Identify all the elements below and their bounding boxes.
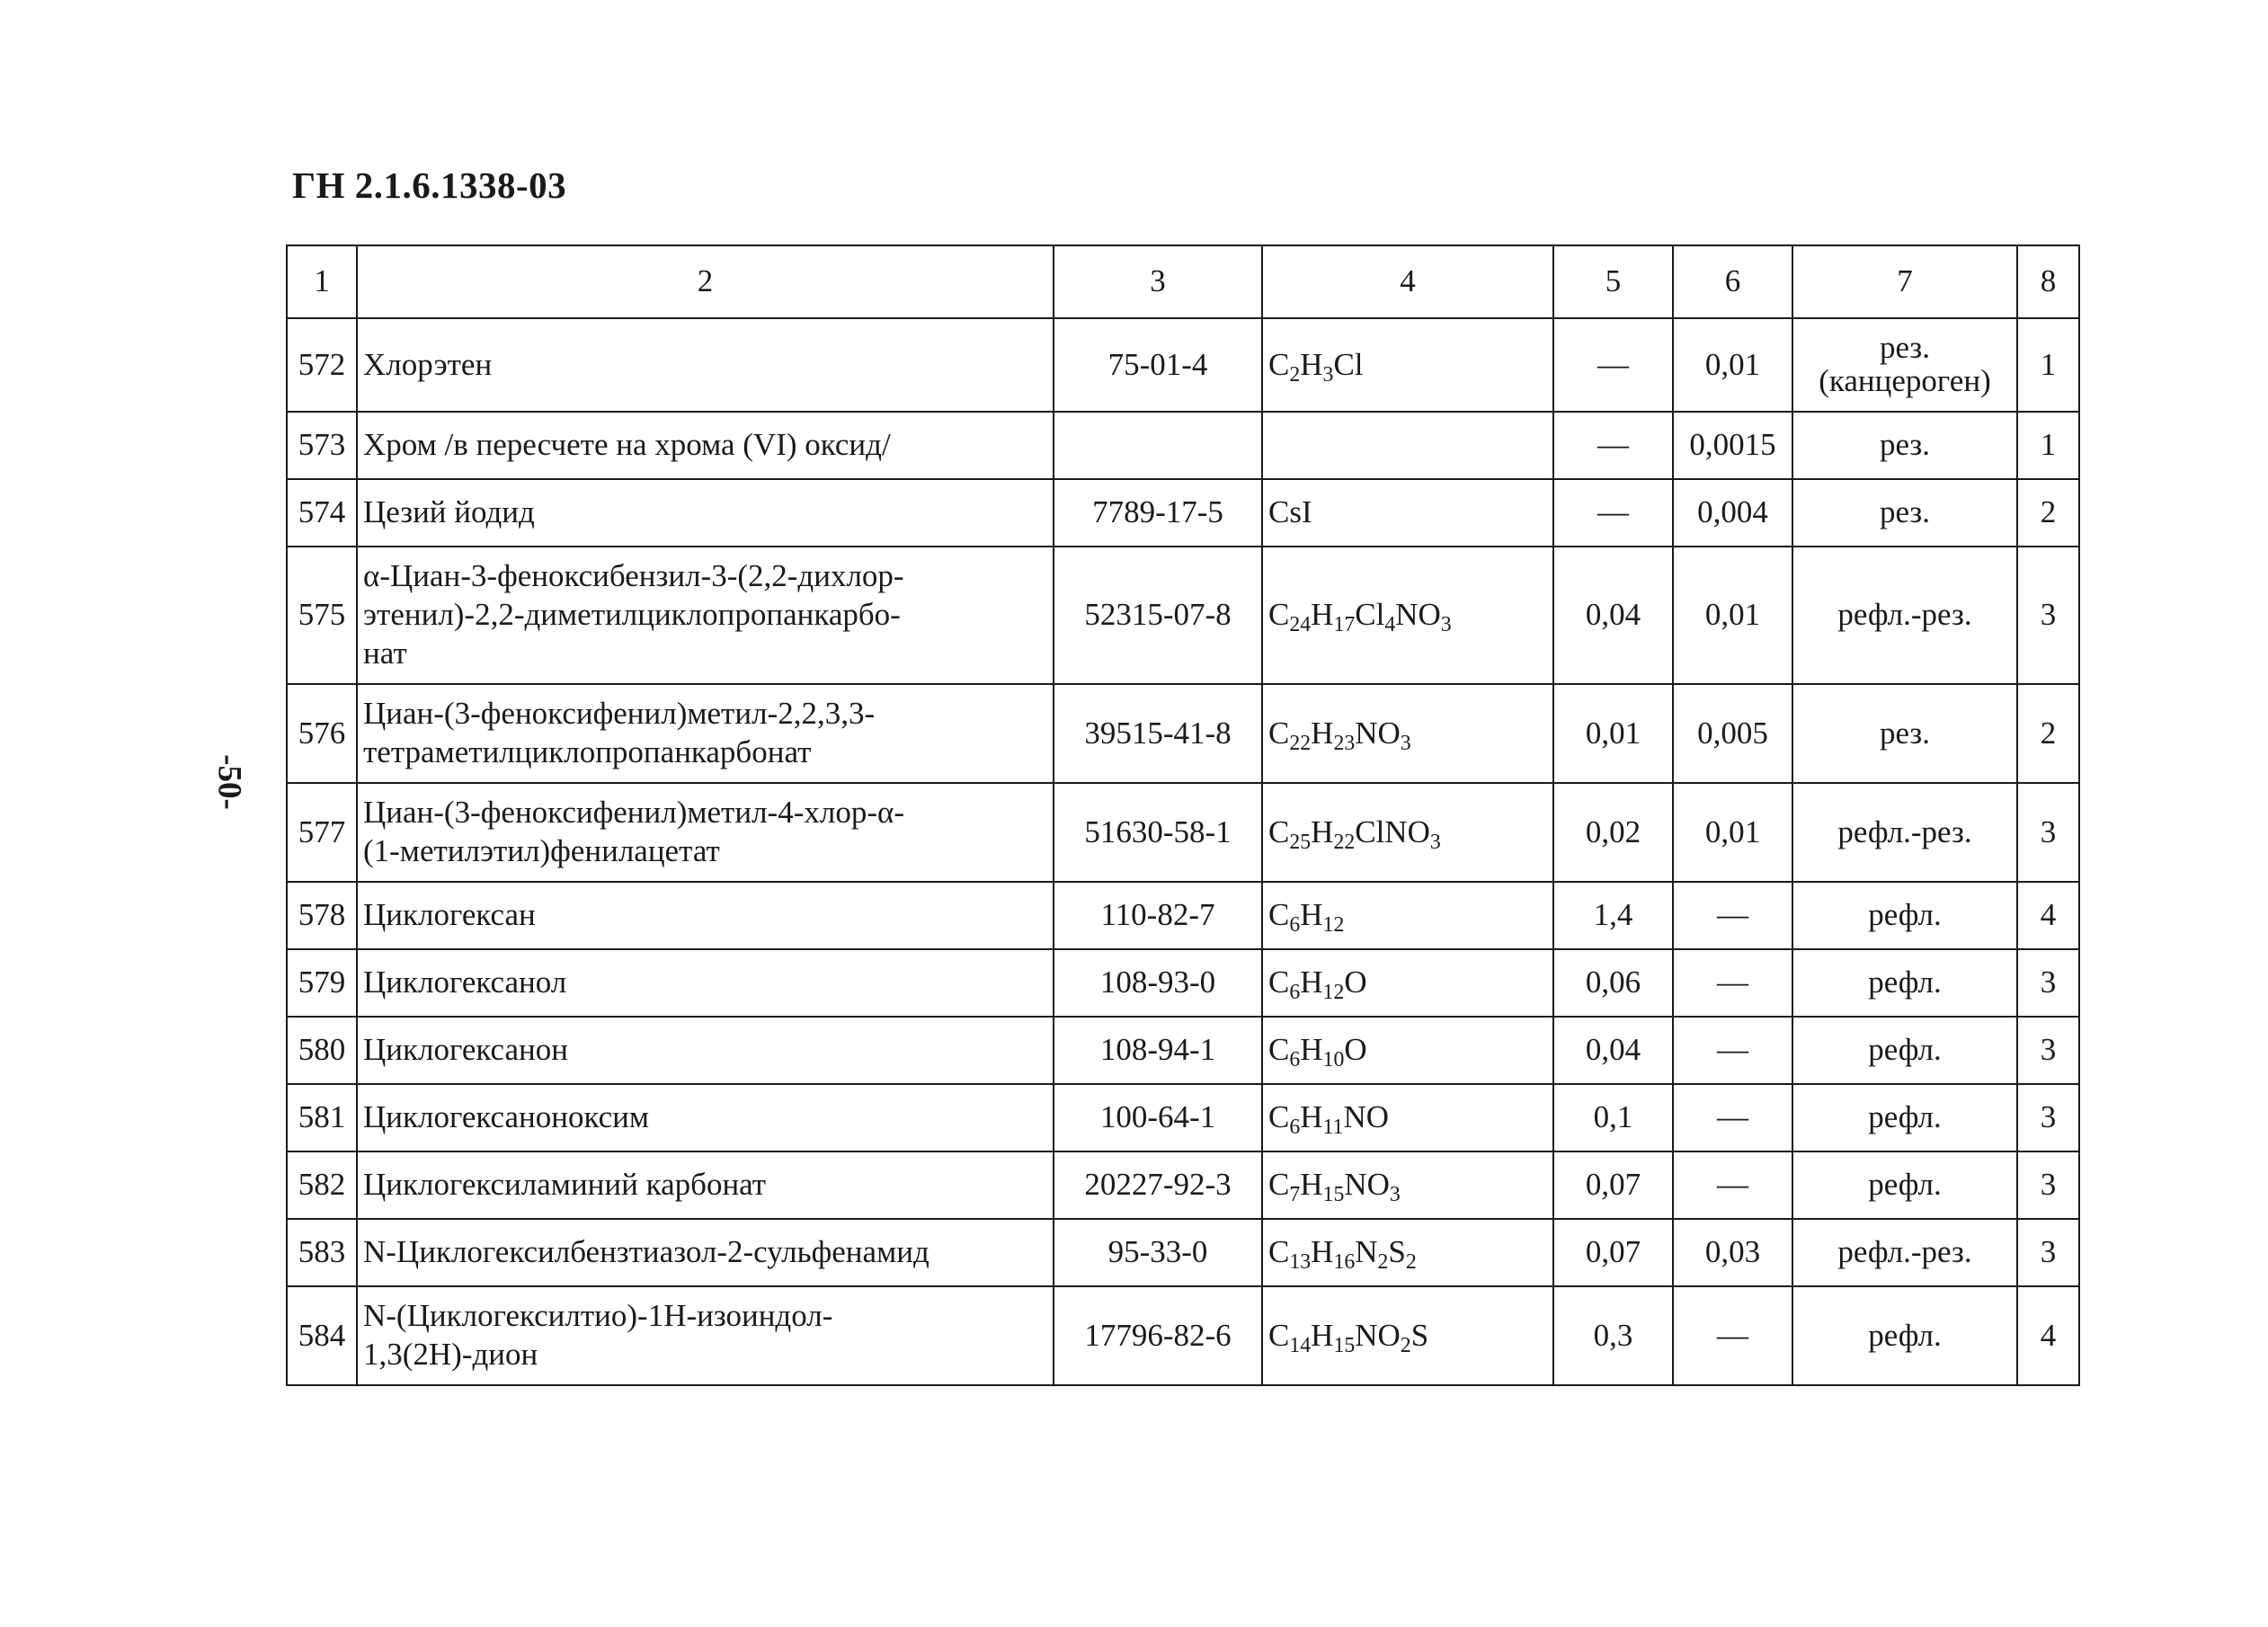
chemical-formula: $C_{25}H_{22}ClNO_3$ [1262,783,1553,882]
hazard-class: 3 [2017,1219,2079,1286]
cas-number: 75-01-4 [1054,318,1262,412]
cas-number: 108-94-1 [1054,1017,1262,1084]
hazard-class: 4 [2017,882,2079,949]
limiting-effect: рефл. [1792,1084,2017,1151]
chemical-formula: $C_7H_{15}NO_3$ [1262,1151,1553,1219]
daily-average-concentration: 0,01 [1673,783,1792,882]
daily-average-concentration: 0,005 [1673,684,1792,783]
hazard-class: 3 [2017,547,2079,684]
row-number: 574 [287,479,357,547]
cas-number: 7789-17-5 [1054,479,1262,547]
hazard-class: 3 [2017,949,2079,1017]
max-single-concentration: 0,3 [1553,1286,1673,1385]
substance-name: Циклогексан [357,882,1054,949]
column-number: 8 [2017,245,2079,318]
chemical-formula: $C_6H_{12}$ [1262,882,1553,949]
limiting-effect: рез. [1792,479,2017,547]
cas-number: 17796-82-6 [1054,1286,1262,1385]
row-number: 572 [287,318,357,412]
row-number: 582 [287,1151,357,1219]
daily-average-concentration: — [1673,1084,1792,1151]
cas-number: 95-33-0 [1054,1219,1262,1286]
max-single-concentration: 0,01 [1553,684,1673,783]
substance-name: Циклогексанон [357,1017,1054,1084]
hazard-class: 2 [2017,479,2079,547]
table-row [287,547,2079,684]
hazard-class: 1 [2017,412,2079,479]
cas-number: 20227-92-3 [1054,1151,1262,1219]
chemical-formula: $C_6H_{11}NO$ [1262,1084,1553,1151]
table-row [287,1084,2079,1151]
row-number: 579 [287,949,357,1017]
daily-average-concentration: 0,0015 [1673,412,1792,479]
substance-name: Циклогексаноноксим [357,1084,1054,1151]
row-number: 581 [287,1084,357,1151]
table-row [287,412,2079,479]
substances-table [286,244,2080,1386]
substance-name: N-Циклогексилбензтиазол-2-сульфенамид [357,1219,1054,1286]
daily-average-concentration: 0,01 [1673,547,1792,684]
chemical-formula: $C_6H_{12}O$ [1262,949,1553,1017]
max-single-concentration: 0,07 [1553,1219,1673,1286]
table-row [287,1219,2079,1286]
cas-number: 100-64-1 [1054,1084,1262,1151]
max-single-concentration: 0,07 [1553,1151,1673,1219]
hazard-class: 3 [2017,1017,2079,1084]
chemical-formula: $C_{22}H_{23}NO_3$ [1262,684,1553,783]
table-row [287,1286,2079,1385]
daily-average-concentration: — [1673,1017,1792,1084]
column-number: 1 [287,245,357,318]
hazard-class: 3 [2017,1151,2079,1219]
limiting-effect: рефл. [1792,949,2017,1017]
cas-number: 110-82-7 [1054,882,1262,949]
max-single-concentration: 1,4 [1553,882,1673,949]
hazard-class: 2 [2017,684,2079,783]
substance-name: Циклогексиламиний карбонат [357,1151,1054,1219]
substance-name: Циан-(3-феноксифенил)метил-2,2,3,3- тетраметилциклопропанкарбонат [357,684,1054,783]
table-row [287,1017,2079,1084]
daily-average-concentration: — [1673,1286,1792,1385]
cas-number: 52315-07-8 [1054,547,1262,684]
chemical-formula: $C_{13}H_{16}N_2S_2$ [1262,1219,1553,1286]
row-number: 580 [287,1017,357,1084]
limiting-effect: рез. (канцероген) [1792,318,2017,412]
max-single-concentration: 0,06 [1553,949,1673,1017]
cas-number: 108-93-0 [1054,949,1262,1017]
column-number: 2 [357,245,1054,318]
table-row [287,318,2079,412]
chemical-formula: CsI [1262,479,1553,547]
row-number: 583 [287,1219,357,1286]
table-row [287,479,2079,547]
table-row [287,882,2079,949]
table-row [287,1151,2079,1219]
limiting-effect: рефл. [1792,1017,2017,1084]
max-single-concentration: — [1553,318,1673,412]
daily-average-concentration: — [1673,882,1792,949]
limiting-effect: рефл. [1792,1286,2017,1385]
chemical-formula: $C_6H_{10}O$ [1262,1017,1553,1084]
hazard-class: 3 [2017,783,2079,882]
hazard-class: 1 [2017,318,2079,412]
substance-name: Циан-(3-феноксифенил)метил-4-хлор-α- (1-метилэтил)фенилацетат [357,783,1054,882]
substance-name: Цезий йодид [357,479,1054,547]
max-single-concentration: 0,1 [1553,1084,1673,1151]
column-number: 7 [1792,245,2017,318]
document-code: ГН 2.1.6.1338-03 [292,164,567,206]
limiting-effect: рефл. [1792,1151,2017,1219]
row-number: 576 [287,684,357,783]
column-number: 4 [1262,245,1553,318]
row-number: 577 [287,783,357,882]
row-number: 573 [287,412,357,479]
substance-name: Циклогексанол [357,949,1054,1017]
column-number: 3 [1054,245,1262,318]
limiting-effect: рез. [1792,684,2017,783]
max-single-concentration: 0,04 [1553,1017,1673,1084]
daily-average-concentration: 0,03 [1673,1219,1792,1286]
table-row [287,783,2079,882]
chemical-formula [1262,412,1553,479]
cas-number: 39515-41-8 [1054,684,1262,783]
hazard-class: 3 [2017,1084,2079,1151]
table-row [287,684,2079,783]
column-number-row [287,245,2079,318]
limiting-effect: рефл.-рез. [1792,783,2017,882]
daily-average-concentration: 0,01 [1673,318,1792,412]
daily-average-concentration: — [1673,1151,1792,1219]
max-single-concentration: 0,02 [1553,783,1673,882]
daily-average-concentration: — [1673,949,1792,1017]
row-number: 578 [287,882,357,949]
chemical-formula: $C_{24}H_{17}Cl_4NO_3$ [1262,547,1553,684]
max-single-concentration: 0,04 [1553,547,1673,684]
hazard-class: 4 [2017,1286,2079,1385]
limiting-effect: рефл.-рез. [1792,1219,2017,1286]
chemical-formula: $C_2H_3Cl$ [1262,318,1553,412]
limiting-effect: рез. [1792,412,2017,479]
row-number: 575 [287,547,357,684]
chemical-formula: $C_{14}H_{15}NO_2S$ [1262,1286,1553,1385]
column-number: 6 [1673,245,1792,318]
limiting-effect: рефл. [1792,882,2017,949]
substance-name: α-Циан-3-феноксибензил-3-(2,2-дихлор- этенил)-2,2-диметилциклопропанкарбо- нат [357,547,1054,684]
page-number: -50- [210,754,248,810]
substance-name: N-(Циклогексилтио)-1Н-изоиндол- 1,3(2Н)-дион [357,1286,1054,1385]
substance-name: Хром /в пересчете на хрома (VI) оксид/ [357,412,1054,479]
max-single-concentration: — [1553,412,1673,479]
row-number: 584 [287,1286,357,1385]
substance-name: Хлорэтен [357,318,1054,412]
cas-number [1054,412,1262,479]
limiting-effect: рефл.-рез. [1792,547,2017,684]
table-row [287,949,2079,1017]
column-number: 5 [1553,245,1673,318]
max-single-concentration: — [1553,479,1673,547]
cas-number: 51630-58-1 [1054,783,1262,882]
daily-average-concentration: 0,004 [1673,479,1792,547]
